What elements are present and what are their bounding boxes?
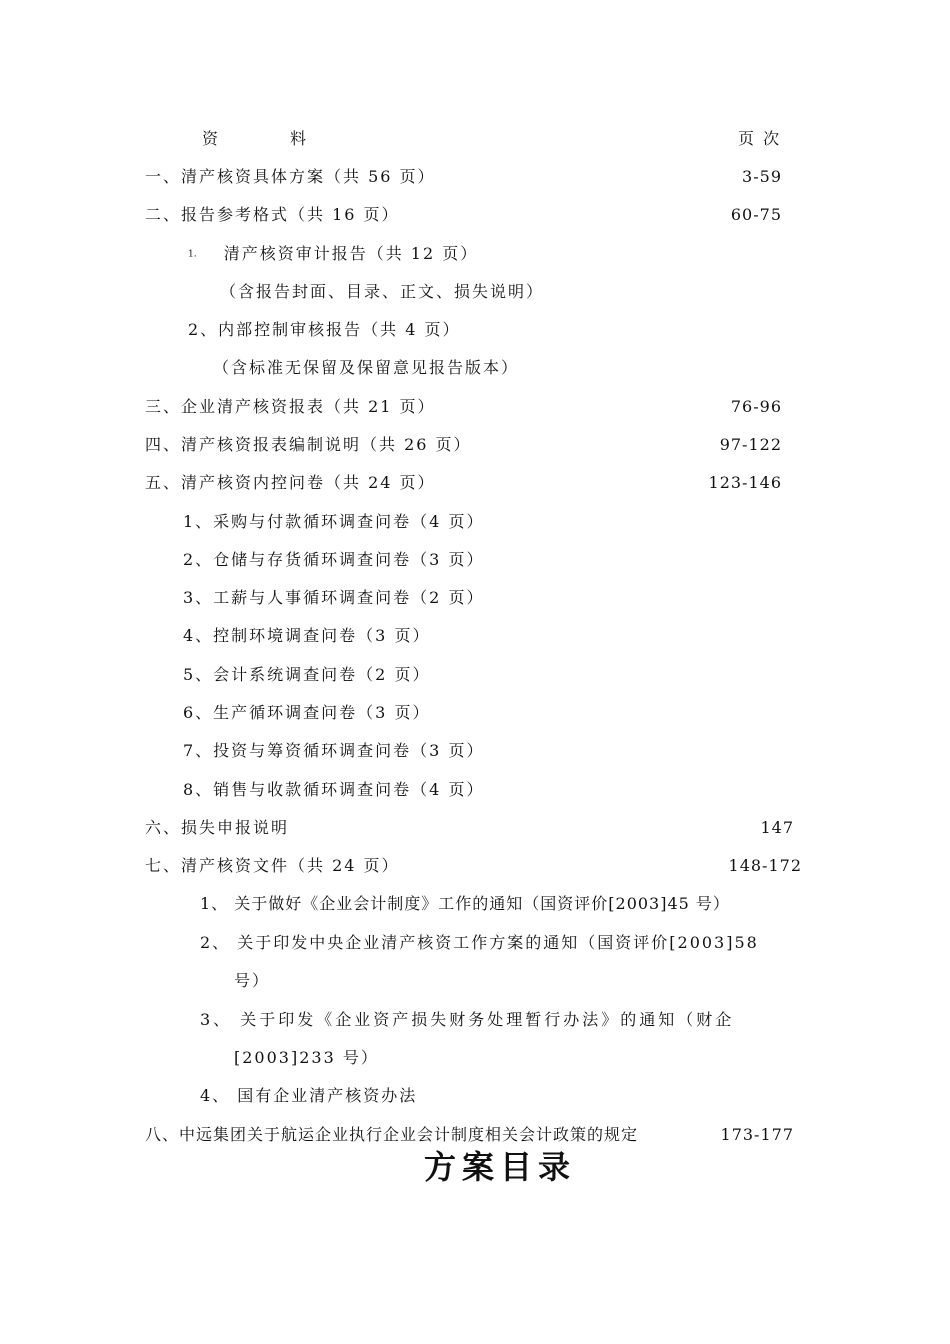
toc-entry-6: 六、损失申报说明 bbox=[145, 818, 290, 837]
header-material-1: 资 bbox=[202, 129, 221, 148]
toc-sub-7-4: 4、 国有企业清产核资办法 bbox=[200, 1086, 418, 1105]
toc-pages-3: 76-96 bbox=[730, 397, 782, 416]
header-page: 页 次 bbox=[738, 129, 782, 148]
toc-sub-5-6: 6、生产循环调查问卷（3 页） bbox=[183, 703, 431, 722]
header-material-2: 料 bbox=[290, 129, 309, 148]
toc-sub-7-3: 3、 关于印发《企业资产损失财务处理暂行办法》的通知（财企 bbox=[200, 1010, 735, 1029]
toc-entry-8: 八、中远集团关于航运企业执行企业会计制度相关会计政策的规定 bbox=[145, 1125, 639, 1144]
toc-sub-7-1: 1、 关于做好《企业会计制度》工作的通知（国资评价[2003]45 号） bbox=[200, 894, 730, 913]
toc-sub-7-3-cont: [2003]233 号） bbox=[234, 1048, 379, 1067]
toc-sub-5-2: 2、仓储与存货循环调查问卷（3 页） bbox=[183, 550, 485, 569]
toc-entry-3: 三、企业清产核资报表（共 21 页） bbox=[145, 397, 436, 416]
toc-pages-8: 173-177 bbox=[720, 1125, 794, 1144]
toc-pages-7: 148-172 bbox=[728, 856, 802, 875]
page-title: 方案目录 bbox=[423, 1148, 576, 1186]
toc-pages-5: 123-146 bbox=[708, 473, 782, 492]
toc-pages-4: 97-122 bbox=[719, 435, 782, 454]
toc-sub-5-7: 7、投资与筹资循环调查问卷（3 页） bbox=[183, 741, 485, 760]
toc-sub-5-3: 3、工薪与人事循环调查问卷（2 页） bbox=[183, 588, 485, 607]
toc-pages-2: 60-75 bbox=[730, 205, 782, 224]
toc-sub-5-4: 4、控制环境调查问卷（3 页） bbox=[183, 626, 431, 645]
toc-sub-5-5: 5、会计系统调查问卷（2 页） bbox=[183, 665, 431, 684]
toc-entry-2: 二、报告参考格式（共 16 页） bbox=[145, 205, 400, 224]
toc-sub-2-1-text: 清产核资审计报告（共 12 页） bbox=[223, 244, 479, 263]
toc-sub-2-2-note: （含标准无保留及保留意见报告版本） bbox=[213, 358, 520, 377]
toc-sub-7-2-cont: 号） bbox=[234, 971, 271, 990]
toc-sub-5-8: 8、销售与收款循环调查问卷（4 页） bbox=[183, 780, 485, 799]
toc-sub-2-1 bbox=[188, 243, 478, 266]
toc-sub-2-2: 2、内部控制审核报告（共 4 页） bbox=[188, 320, 461, 339]
toc-entry-1: 一、清产核资具体方案（共 56 页） bbox=[145, 167, 436, 186]
toc-pages-1: 3-59 bbox=[742, 167, 782, 186]
toc-sub-5-1: 1、采购与付款循环调查问卷（4 页） bbox=[183, 512, 485, 531]
toc-entry-7: 七、清产核资文件（共 24 页） bbox=[145, 856, 400, 875]
toc-sub-7-2: 2、 关于印发中央企业清产核资工作方案的通知（国资评价[2003]58 bbox=[200, 933, 759, 952]
toc-entry-5: 五、清产核资内控问卷（共 24 页） bbox=[145, 473, 436, 492]
toc-entry-4: 四、清产核资报表编制说明（共 26 页） bbox=[145, 435, 472, 454]
toc-pages-6: 147 bbox=[760, 818, 794, 837]
toc-sub-2-1-note: （含报告封面、目录、正文、损失说明） bbox=[220, 282, 545, 301]
toc-sub-2-1-number: 1. bbox=[188, 249, 197, 260]
